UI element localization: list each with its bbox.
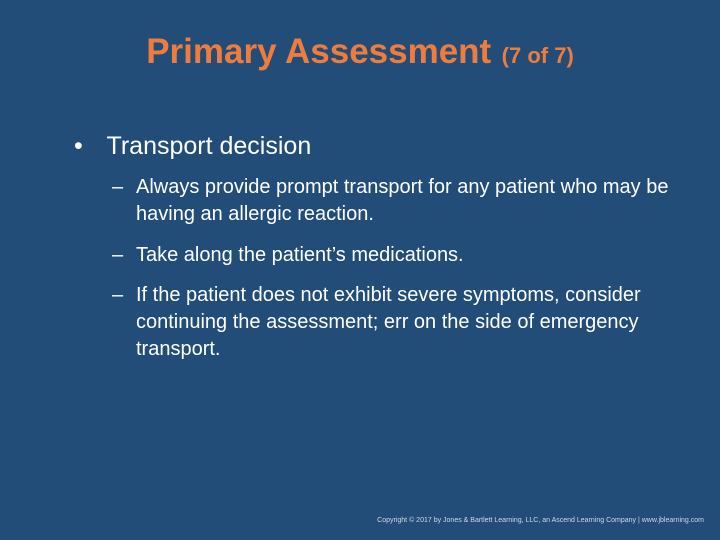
bullet-text: Transport decision (106, 132, 312, 160)
subpoint-item (112, 174, 672, 228)
slide-title-page-count: (7 of 7) (501, 43, 574, 68)
subpoint-text: Take along the patient’s medications. (136, 244, 464, 266)
dash-icon: – (112, 284, 124, 306)
subpoint-item (112, 282, 672, 363)
copyright-footer: Copyright © 2017 by Jones & Bartlett Learning, LLC, an Ascend Learning Company | www.jblearning.com (377, 517, 704, 524)
dash-icon: – (112, 176, 124, 198)
slide-title (0, 32, 720, 72)
subpoint-text: Always provide prompt transport for any patient who may be having an allergic reaction. (136, 176, 669, 225)
bullet-icon: • (74, 132, 83, 160)
subpoint-item (112, 242, 672, 269)
dash-icon: – (112, 244, 124, 266)
slide-title-main: Primary Assessment (146, 32, 492, 71)
subpoint-text: If the patient does not exhibit severe symptoms, consider continuing the assessment; err on the side of emergency transport. (136, 284, 641, 360)
bullet-point (74, 130, 674, 162)
